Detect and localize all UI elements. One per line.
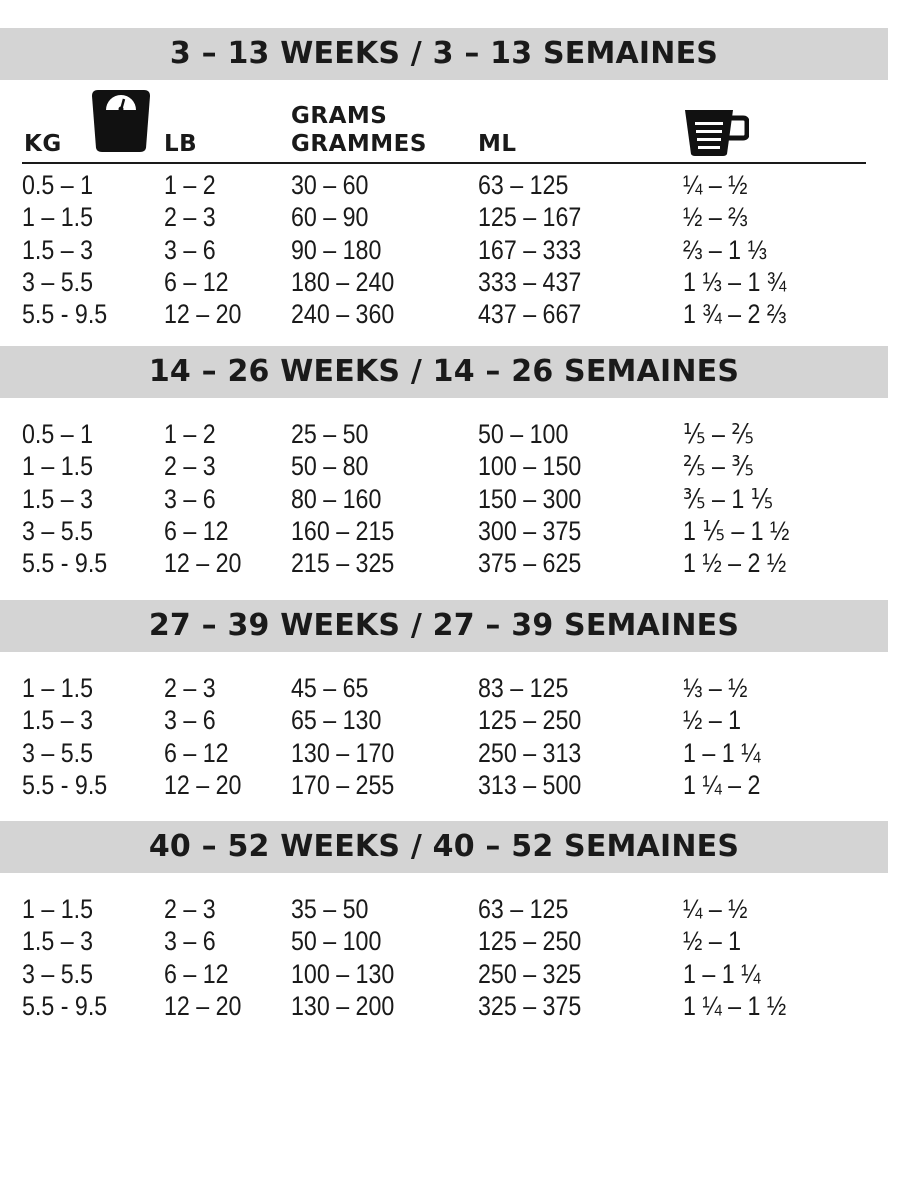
table-row	[0, 169, 900, 201]
lb-cell: 3 – 6	[164, 926, 216, 957]
grams-cell: 130 – 170	[291, 737, 395, 768]
ml-cell: 437 – 667	[478, 299, 582, 330]
grams-cell: 80 – 160	[291, 483, 382, 514]
grams-cell: 60 – 90	[291, 202, 369, 233]
cups-cell: ⅗ – 1 ⅕	[683, 483, 774, 514]
cups-cell: 1 ⅕ – 1 ½	[683, 515, 790, 546]
cups-cell: 1 – 1 ¼	[683, 958, 761, 989]
lb-cell: 3 – 6	[164, 483, 216, 514]
section-title: 3 – 13 WEEKS / 3 – 13 SEMAINES	[0, 28, 888, 80]
cups-cell: ⅕ – ⅖	[683, 419, 754, 449]
grams-cell: 25 – 50	[291, 419, 369, 449]
cups-cell: 1 ¼ – 1 ½	[683, 990, 787, 1021]
table-row	[0, 483, 900, 515]
grams-cell: 45 – 65	[291, 673, 369, 703]
ml-header: ML	[478, 131, 517, 157]
grammes-header: GRAMMES	[291, 131, 427, 157]
cups-cell: 1 ¾ – 2 ⅔	[683, 299, 787, 330]
measuring-cup-icon	[683, 108, 749, 158]
ml-cell: 150 – 300	[478, 483, 582, 514]
lb-cell: 12 – 20	[164, 299, 242, 330]
lb-cell: 3 – 6	[164, 705, 216, 736]
table-row	[0, 298, 900, 330]
cups-cell: 1 ½ – 2 ½	[683, 548, 787, 579]
table-row	[0, 737, 900, 769]
table-row	[0, 990, 900, 1022]
cups-cell: 1 – 1 ¼	[683, 737, 761, 768]
table-row	[0, 515, 900, 547]
ml-cell: 333 – 437	[478, 266, 582, 297]
ml-cell: 167 – 333	[478, 234, 582, 265]
cups-cell: ⅔ – 1 ⅓	[683, 234, 767, 265]
lb-cell: 6 – 12	[164, 266, 229, 297]
lb-cell: 2 – 3	[164, 451, 216, 482]
kg-cell: 1 – 1.5	[22, 451, 94, 482]
grams-cell: 170 – 255	[291, 769, 395, 800]
grams-cell: 215 – 325	[291, 548, 395, 579]
lb-header: LB	[164, 131, 198, 157]
cups-cell: ¼ – ½	[683, 894, 748, 924]
kg-cell: 5.5 - 9.5	[22, 769, 108, 800]
ml-cell: 50 – 100	[478, 419, 569, 449]
section-rows	[0, 672, 900, 801]
ml-cell: 250 – 313	[478, 737, 582, 768]
table-row	[0, 266, 900, 298]
cups-cell: ⅓ – ½	[683, 673, 748, 703]
section-title: 14 – 26 WEEKS / 14 – 26 SEMAINES	[0, 346, 888, 398]
table-row	[0, 893, 900, 925]
cups-cell: 1 ⅓ – 1 ¾	[683, 266, 787, 297]
cups-cell: ½ – 1	[683, 705, 742, 736]
cups-cell: ½ – ⅔	[683, 202, 748, 233]
grams-cell: 100 – 130	[291, 958, 395, 989]
kg-cell: 1 – 1.5	[22, 202, 94, 233]
lb-cell: 6 – 12	[164, 958, 229, 989]
kg-cell: 1.5 – 3	[22, 234, 94, 265]
kg-cell: 0.5 – 1	[22, 419, 94, 449]
cups-cell: ½ – 1	[683, 926, 742, 957]
scale-icon	[90, 88, 152, 154]
lb-cell: 6 – 12	[164, 737, 229, 768]
cups-cell: ⅖ – ⅗	[683, 451, 754, 482]
lb-cell: 6 – 12	[164, 515, 229, 546]
kg-header: KG	[24, 131, 62, 157]
grams-cell: 240 – 360	[291, 299, 395, 330]
section-rows	[0, 893, 900, 1022]
ml-cell: 63 – 125	[478, 894, 569, 924]
ml-cell: 125 – 167	[478, 202, 582, 233]
lb-cell: 12 – 20	[164, 548, 242, 579]
table-row	[0, 704, 900, 736]
grams-header: GRAMS	[291, 103, 388, 129]
cups-cell: ¼ – ½	[683, 170, 748, 200]
section-title: 27 – 39 WEEKS / 27 – 39 SEMAINES	[0, 600, 888, 652]
kg-cell: 1.5 – 3	[22, 926, 94, 957]
header-divider	[22, 162, 866, 164]
kg-cell: 1.5 – 3	[22, 483, 94, 514]
lb-cell: 1 – 2	[164, 419, 216, 449]
ml-cell: 300 – 375	[478, 515, 582, 546]
kg-cell: 1 – 1.5	[22, 673, 94, 703]
lb-cell: 2 – 3	[164, 202, 216, 233]
section-rows	[0, 169, 900, 330]
kg-cell: 3 – 5.5	[22, 515, 94, 546]
lb-cell: 1 – 2	[164, 170, 216, 200]
kg-cell: 5.5 - 9.5	[22, 990, 108, 1021]
table-row	[0, 450, 900, 482]
grams-cell: 130 – 200	[291, 990, 395, 1021]
ml-cell: 83 – 125	[478, 673, 569, 703]
ml-cell: 325 – 375	[478, 990, 582, 1021]
lb-cell: 12 – 20	[164, 769, 242, 800]
grams-cell: 180 – 240	[291, 266, 395, 297]
table-row	[0, 958, 900, 990]
table-row	[0, 547, 900, 579]
grams-cell: 90 – 180	[291, 234, 382, 265]
grams-cell: 65 – 130	[291, 705, 382, 736]
ml-cell: 250 – 325	[478, 958, 582, 989]
grams-cell: 35 – 50	[291, 894, 369, 924]
grams-cell: 50 – 80	[291, 451, 369, 482]
kg-cell: 1 – 1.5	[22, 894, 94, 924]
ml-cell: 125 – 250	[478, 926, 582, 957]
column-header	[0, 85, 900, 165]
table-row	[0, 234, 900, 266]
kg-cell: 5.5 - 9.5	[22, 548, 108, 579]
ml-cell: 63 – 125	[478, 170, 569, 200]
ml-cell: 125 – 250	[478, 705, 582, 736]
grams-cell: 50 – 100	[291, 926, 382, 957]
lb-cell: 12 – 20	[164, 990, 242, 1021]
lb-cell: 2 – 3	[164, 673, 216, 703]
kg-cell: 3 – 5.5	[22, 737, 94, 768]
table-row	[0, 925, 900, 957]
section-rows	[0, 418, 900, 579]
table-row	[0, 672, 900, 704]
lb-cell: 3 – 6	[164, 234, 216, 265]
ml-cell: 313 – 500	[478, 769, 582, 800]
table-row	[0, 769, 900, 801]
cups-cell: 1 ¼ – 2	[683, 769, 761, 800]
kg-cell: 0.5 – 1	[22, 170, 94, 200]
ml-cell: 100 – 150	[478, 451, 582, 482]
kg-cell: 5.5 - 9.5	[22, 299, 108, 330]
grams-cell: 30 – 60	[291, 170, 369, 200]
section-title: 40 – 52 WEEKS / 40 – 52 SEMAINES	[0, 821, 888, 873]
lb-cell: 2 – 3	[164, 894, 216, 924]
kg-cell: 3 – 5.5	[22, 266, 94, 297]
table-row	[0, 201, 900, 233]
grams-cell: 160 – 215	[291, 515, 395, 546]
ml-cell: 375 – 625	[478, 548, 582, 579]
kg-cell: 1.5 – 3	[22, 705, 94, 736]
kg-cell: 3 – 5.5	[22, 958, 94, 989]
table-row	[0, 418, 900, 450]
